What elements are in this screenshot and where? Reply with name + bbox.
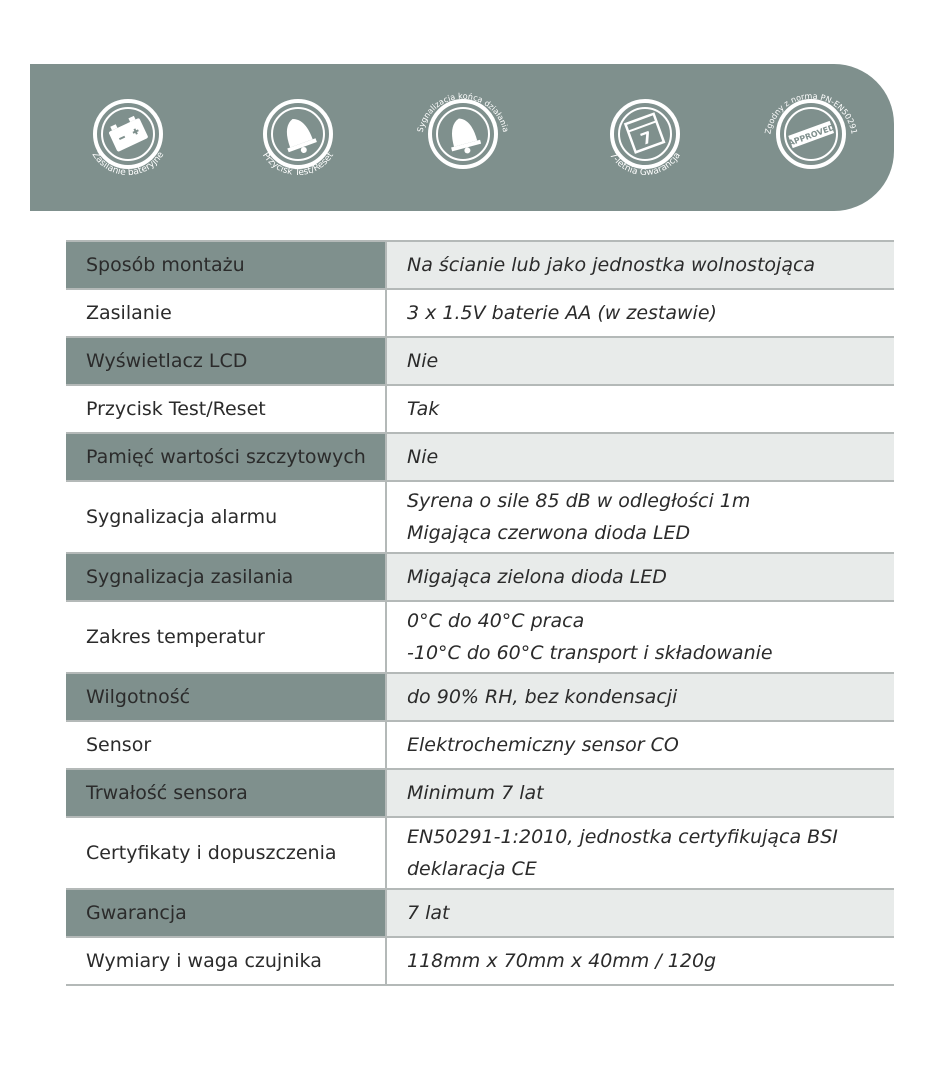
battery-feature [73,84,183,194]
test-reset-feature [243,84,353,194]
spec-value: 3 x 1.5V baterie AA (w zestawie) [386,289,894,337]
spec-value: Migająca zielona dioda LED [386,553,894,601]
spec-value: Nie [386,337,894,385]
spec-label: Zakres temperatur [66,601,386,673]
feature-banner [30,64,894,211]
approved-feature [756,84,866,194]
spec-label: Sensor [66,721,386,769]
battery-feature-label: Zasilanie bateryjne [89,150,167,179]
spec-label: Sygnalizacja alarmu [66,481,386,553]
spec-value: 118mm x 70mm x 40mm / 120g [386,937,894,985]
spec-label: Pamięć wartości szczytowych [66,433,386,481]
spec-value: do 90% RH, bez kondensacji [386,673,894,721]
spec-value: Minimum 7 lat [386,769,894,817]
table-row [66,289,894,337]
spec-label: Wymiary i waga czujnika [66,937,386,985]
spec-label: Trwałość sensora [66,769,386,817]
end-of-life-feature-label: Sygnalizacja końca działania [415,91,511,134]
table-row [66,553,894,601]
bell-signal-icon [408,84,518,194]
battery-icon [73,84,183,194]
bell-icon [243,84,353,194]
table-row [66,937,894,985]
table-row [66,481,894,553]
spec-value: Na ścianie lub jako jednostka wolnostojąca [386,241,894,289]
test-reset-feature-label: Przycisk Test/Reset [260,150,336,179]
table-row [66,601,894,673]
table-row [66,337,894,385]
warranty-feature-label: 7-letnia Gwarancja [607,150,683,179]
spec-value: Tak [386,385,894,433]
warranty-badge-number: 7 [638,127,656,150]
spec-label: Zasilanie [66,289,386,337]
approved-stamp-icon [756,84,866,194]
spec-label: Sposób montażu [66,241,386,289]
spec-label: Wyświetlacz LCD [66,337,386,385]
spec-value: Elektrochemiczny sensor CO [386,721,894,769]
warranty-icon [590,84,700,194]
spec-value: EN50291-1:2010, jednostka certyfikująca BSI deklaracja CE [386,817,894,889]
table-row [66,889,894,937]
table-row [66,673,894,721]
spec-value: Nie [386,433,894,481]
warranty-feature [590,84,700,194]
spec-value: 0°C do 40°C praca -10°C do 60°C transport i składowanie [386,601,894,673]
spec-table [66,240,894,986]
table-row [66,769,894,817]
table-row [66,721,894,769]
end-of-life-feature [408,84,518,194]
table-row [66,433,894,481]
table-row [66,385,894,433]
approved-badge-text: APPROVED [786,122,837,149]
spec-label: Certyfikaty i dopuszczenia [66,817,386,889]
spec-value: Syrena o sile 85 dB w odległości 1m Migająca czerwona dioda LED [386,481,894,553]
spec-label: Sygnalizacja zasilania [66,553,386,601]
spec-label: Wilgotność [66,673,386,721]
approved-feature-label: Zgodny z normą PN-EN50291 [763,91,859,135]
spec-label: Przycisk Test/Reset [66,385,386,433]
spec-value: 7 lat [386,889,894,937]
table-row [66,817,894,889]
spec-label: Gwarancja [66,889,386,937]
table-row [66,241,894,289]
